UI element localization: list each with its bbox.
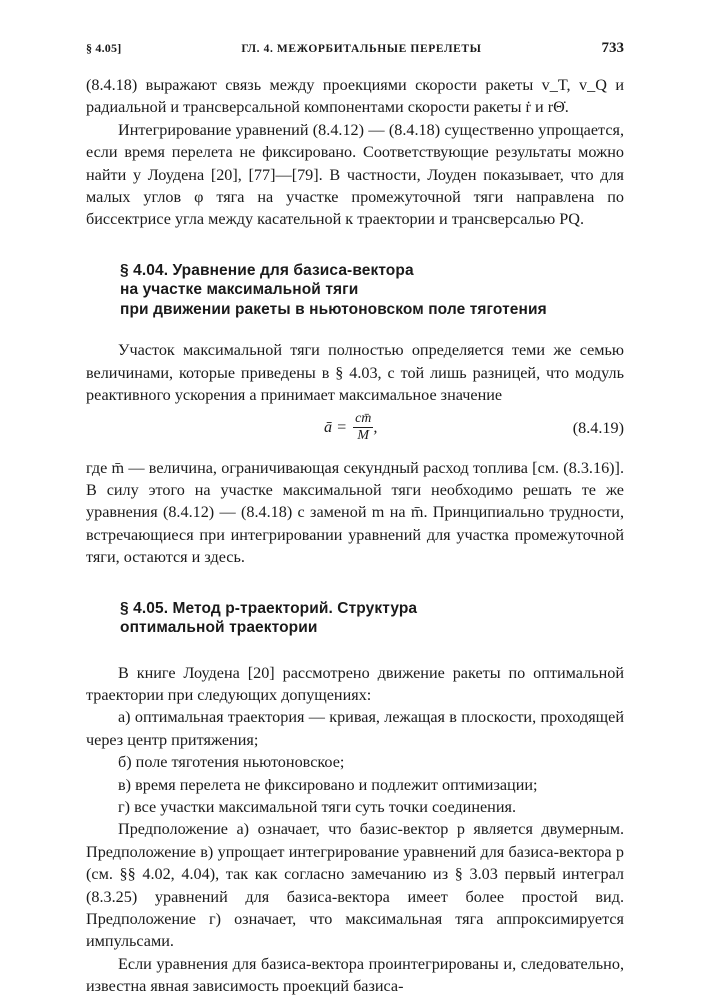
- section-heading-4-05: [86, 599, 624, 638]
- paragraph-2: Интегрирование уравнений (8.4.12) — (8.4.18) существенно упрощается, если время перелета не фиксировано. Соответствующие результаты можно найти у Лоудена [20], [77]—[79]. В частности, Лоуден показывает, что для малых углов φ тяга на участке промежуточной тяги направлена по биссектрисе угла между касательной к траектории и трансверсалью PQ.: [86, 120, 624, 229]
- section-heading-4-04: [86, 261, 624, 320]
- fraction-denominator: M: [357, 427, 370, 443]
- paragraph-7: Если уравнения для базиса-вектора проинтегрированы и, следовательно, известна явная зависимость проекций базиса-: [86, 954, 624, 996]
- list-item: а) оптимальная траектория — кривая, лежащая в плоскости, проходящей через центр притяжения;: [86, 708, 624, 749]
- paragraph-4: где m̄ — величина, ограничивающая секундный расход топлива [см. (8.3.16)]. В силу этого на участке максимальной тяги необходимо решать те же уравнения (8.4.12) — (8.4.18) с заменой m на m̄. Принципиально трудности, встречающиеся при интегрировании уравнений для участка промежуточной тяги, остаются и здесь.: [86, 458, 624, 567]
- list-item: в) время перелета не фиксировано и подлежит оптимизации;: [118, 775, 538, 794]
- section-heading-line: § 4.04. Уравнение для базиса-вектора: [120, 261, 414, 279]
- running-header: [86, 40, 624, 62]
- header-chapter-title: ГЛ. 4. МЕЖОРБИТАЛЬНЫЕ ПЕРЕЛЕТЫ: [241, 43, 482, 55]
- list-item: г) все участки максимальной тяги суть точки соединения.: [118, 798, 516, 817]
- book-page: [86, 40, 624, 998]
- page-number: 733: [601, 40, 624, 56]
- assumptions-list: [86, 706, 624, 818]
- list-item: б) поле тяготения ньютоновское;: [118, 753, 345, 772]
- paragraph-1: (8.4.18) выражают связь между проекциями скорости ракеты v_T, v_Q и радиальной и трансверсальной компонентами скорости ракеты ṙ и rΘ̇.: [86, 76, 624, 117]
- equation-tail: ,: [373, 417, 378, 436]
- section-heading-line: при движении ракеты в ньютоновском поле тяготения: [120, 300, 547, 318]
- section-heading-line: § 4.05. Метод p-траекторий. Структура: [120, 599, 418, 617]
- paragraph-5: В книге Лоудена [20] рассмотрено движение ракеты по оптимальной траектории при следующих допущениях:: [86, 663, 624, 704]
- equation-number: (8.4.19): [572, 418, 624, 437]
- equation-8-4-19: [86, 407, 624, 457]
- equation-fraction: [353, 411, 373, 444]
- header-section-ref: § 4.05]: [86, 41, 122, 55]
- section-heading-line: на участке максимальной тяги: [120, 281, 359, 299]
- equation-lhs: ā =: [324, 417, 348, 436]
- equation-expression: [324, 411, 377, 444]
- paragraph-6: Предположение а) означает, что базис-вектор p является двумерным. Предположение в) упрощает интегрирование уравнений для базиса-вектора p (см. §§ 4.02, 4.04), так как согласно замечанию из § 3.03 первый интеграл (8.3.25) уравнений для базиса-вектора имеет более простой вид. Предположение г) означает, что максимальная тяга аппроксимируется импульсами.: [86, 820, 624, 951]
- section-heading-line: оптимальной траектории: [120, 619, 318, 637]
- paragraph-3: Участок максимальной тяги полностью определяется теми же семью величинами, которые приведены в § 4.03, с той лишь разницей, что модуль реактивного ускорения a принимает максимальное значение: [86, 341, 624, 405]
- fraction-numerator: cm̄: [355, 410, 372, 426]
